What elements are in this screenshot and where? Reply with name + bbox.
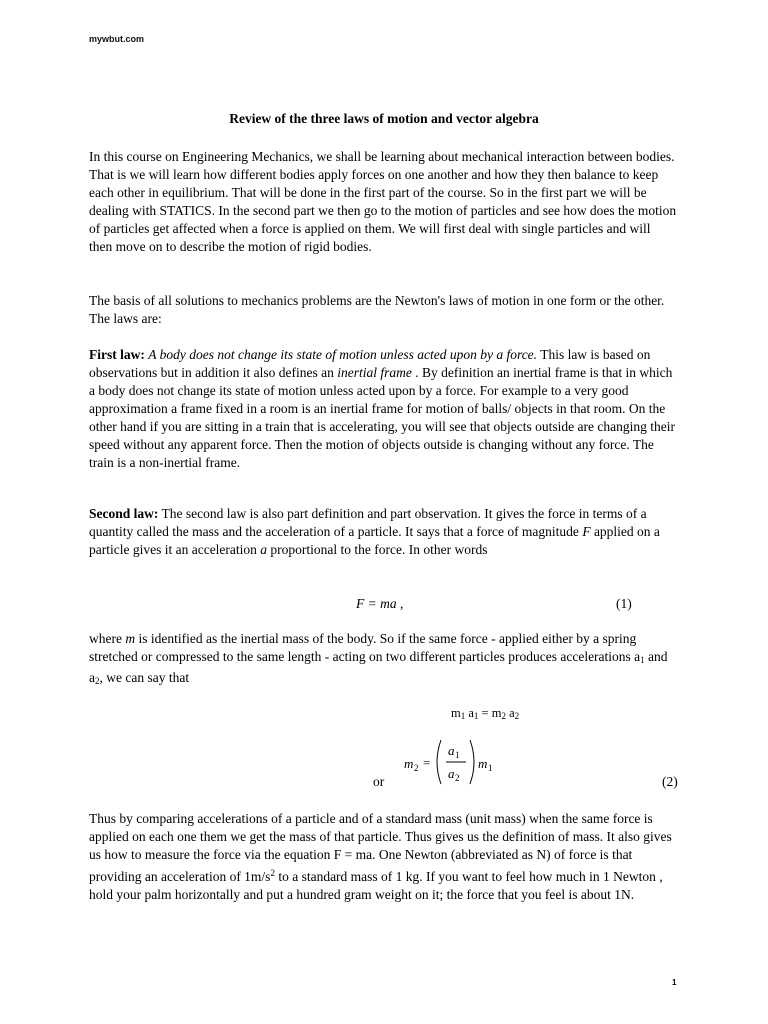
var-a: a bbox=[260, 542, 268, 557]
eq-m2-sub: 2 bbox=[501, 711, 506, 721]
eq-m1: m bbox=[451, 706, 461, 720]
equation-1-number: (1) bbox=[616, 596, 632, 611]
eq-a2-sub: 2 bbox=[514, 711, 520, 721]
eq-m1-sub: 1 bbox=[460, 711, 466, 721]
equation-2-number: (2) bbox=[662, 774, 678, 789]
eq-a2: a bbox=[509, 706, 515, 720]
var-m: m bbox=[125, 631, 136, 646]
superscript-2: 2 bbox=[270, 868, 275, 878]
eq2-rhs-sub: 1 bbox=[488, 763, 493, 773]
equation-ratio bbox=[451, 706, 519, 721]
second-law-text-b: applied on a particle gives it an acceleration bbox=[89, 524, 660, 557]
second-law-text-a: The second law is also part definition and part observation. It gives the force in terms of a quantity called the mass and the acceleration of a particle. It says that a force of magnitude bbox=[89, 506, 647, 539]
mass-text-d: , we can say that bbox=[99, 670, 190, 685]
equation-1: F = ma , bbox=[356, 596, 404, 611]
eq-a1: a bbox=[468, 706, 474, 720]
mass-text-c: and a bbox=[89, 649, 668, 685]
mass-paragraph bbox=[89, 630, 677, 690]
newton-text-a: Thus by comparing accelerations of a particle and of a standard mass (unit mass) when the same force is applied on each one them we get the mass of that particle. Thus gives us the definition of mass. It also gives us how to measure the force via the equation F = ma. One Newton (abbreviated as N) of force is that providing an acceleration of 1m/s bbox=[89, 811, 672, 884]
first-law-statement: A body does not change its state of motion unless acted upon by a force. bbox=[148, 347, 538, 362]
first-law-text-a: This law is based on observations but in addition it also defines an bbox=[89, 347, 651, 380]
intro-paragraph: In this course on Engineering Mechanics, we shall be learning about mechanical interaction between bodies. That is we will learn how different bodies apply forces on one another and how they then balance to keep each other in equilibrium. That will be done in the first part of the course. So in the first part we will be dealing with STATICS. In the second part we then go to the motion of particles and see how does the motion of particles get affected when a force is applied on them. We will first deal with single particles and will then move on to describe the motion of rigid bodies. bbox=[89, 149, 677, 254]
first-law-paragraph bbox=[89, 346, 677, 472]
eq2-lhs: m bbox=[404, 756, 414, 771]
first-law-label: First law: bbox=[89, 347, 145, 362]
eq2-den: a bbox=[448, 766, 455, 781]
inertial-frame-term: inertial frame bbox=[337, 365, 412, 380]
page-number: 1 bbox=[672, 978, 677, 987]
basis-paragraph: The basis of all solutions to mechanics problems are the Newton's laws of motion in one form or the other. The laws are: bbox=[89, 293, 665, 326]
second-law-label: Second law: bbox=[89, 506, 159, 521]
newton-paragraph bbox=[89, 810, 677, 904]
page-title: Review of the three laws of motion and vector algebra bbox=[229, 111, 539, 126]
eq2-rhs: m bbox=[478, 756, 488, 771]
equation-2-fraction bbox=[404, 737, 500, 787]
second-law-paragraph bbox=[89, 505, 677, 559]
newton-text-b: to a standard mass of 1 kg. If you want to feel how much in 1 Newton , hold your palm horizontally and put a hundred gram weight on it; the force that you feel is about 1N. bbox=[89, 869, 663, 902]
mass-text-b: is identified as the inertial mass of the body. So if the same force - applied either by a spring stretched or compressed to the same length - acting on two different particles produces accelerations a bbox=[89, 631, 641, 664]
eq2-num-sub: 1 bbox=[455, 750, 460, 760]
left-paren bbox=[437, 740, 441, 784]
var-F: F bbox=[582, 524, 591, 539]
site-header: mywbut.com bbox=[89, 34, 145, 44]
second-law-text-c: proportional to the force. In other words bbox=[267, 542, 488, 557]
eq2-num: a bbox=[448, 743, 455, 758]
subscript-2: 2 bbox=[95, 676, 100, 686]
eq-equals: = bbox=[478, 706, 492, 720]
eq2-lhs-sub: 2 bbox=[414, 763, 419, 773]
mass-text-a: where bbox=[89, 631, 126, 646]
eq-m2: m bbox=[491, 706, 502, 720]
equation-2-or: or bbox=[373, 774, 385, 789]
right-paren bbox=[470, 740, 474, 784]
eq2-den-sub: 2 bbox=[455, 773, 460, 783]
first-law-text-b: . By definition an inertial frame is that in which a body does not change its state of motion unless acted upon by a force. For example to a very good approximation a frame fixed in a room is an inertial frame for motion of balls/ objects in that room. On the other hand if you are sitting in a train that is accelerating, you will see that objects outside are changing their speed without any apparent force. Then the motion of objects outside is changing without any force. The train is a non-inertial frame. bbox=[89, 365, 675, 470]
subscript-1: 1 bbox=[640, 655, 645, 665]
eq-a1-sub: 1 bbox=[473, 711, 479, 721]
eq2-equals: = bbox=[423, 755, 431, 770]
